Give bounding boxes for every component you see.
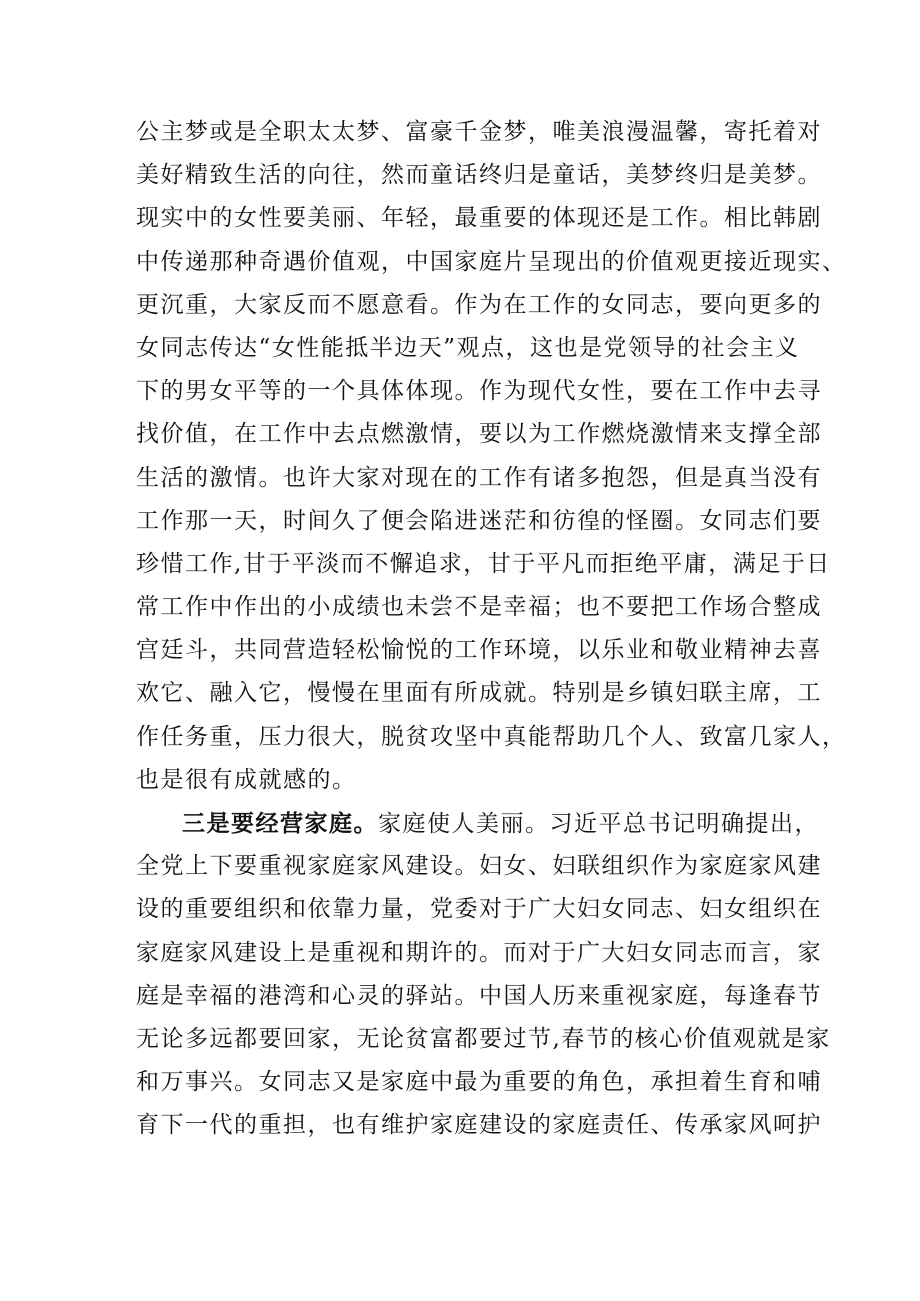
- text-line: 工作那一天，时间久了便会陷进迷茫和彷徨的怪圈。女同志们要: [136, 507, 822, 534]
- text-line: 美好精致生活的向往，然而童话终归是童话，美梦终归是美梦。: [136, 162, 822, 189]
- text-line: 设的重要组织和依靠力量，党委对于广大妇女同志、妇女组织在: [136, 896, 822, 923]
- text-line: 公主梦或是全职太太梦、富豪千金梦，唯美浪漫温馨，寄托着对: [136, 119, 822, 145]
- text-line: 珍惜工作,甘于平淡而不懈追求，甘于平凡而拒绝平庸，满足于日: [136, 550, 831, 577]
- text-line: 宫廷斗，共同营造轻松愉悦的工作环境，以乐业和敬业精神去喜: [136, 637, 822, 664]
- text-line: 生活的激情。也许大家对现在的工作有诸多抱怨，但是真当没有: [136, 464, 822, 491]
- text-line: 下的男女平等的一个具体体现。作为现代女性，要在工作中去寻: [136, 378, 822, 405]
- text-line: 也是很有成就感的。: [136, 766, 357, 793]
- paragraph-family: [136, 802, 831, 1148]
- text-line: 更沉重，大家反而不愿意看。作为在工作的女同志，要向更多的: [136, 291, 822, 318]
- text-line: 作任务重，压力很大，脱贫攻坚中真能帮助几个人、致富几家人，: [136, 723, 847, 750]
- body-text: [136, 111, 847, 1148]
- text-line: 无论多远都要回家，无论贫富都要过节,春节的核心价值观就是家: [136, 1025, 831, 1052]
- text-line: 中传递那种奇遇价值观，中国家庭片呈现出的价值观更接近现实、: [136, 248, 847, 275]
- paragraph-first-line: [136, 802, 819, 845]
- text-line: 找价值，在工作中去点燃激情，要以为工作燃烧激情来支撑全部: [136, 421, 822, 448]
- section-heading: 三是要经营家庭。: [182, 810, 378, 837]
- text-line: 庭是幸福的港湾和心灵的驿站。中国人历来重视家庭，每逢春节: [136, 982, 822, 1009]
- text-line: 欢它、融入它，慢慢在里面有所成就。特别是乡镇妇联主席，工: [136, 680, 822, 707]
- text-line: 女同志传达“女性能抵半边天”观点，这也是党领导的社会主义: [136, 334, 800, 361]
- text-line: 家庭家风建设上是重视和期许的。而对于广大妇女同志而言，家: [136, 939, 822, 966]
- text-line: 和万事兴。女同志又是家庭中最为重要的角色，承担着生育和哺: [136, 1069, 822, 1096]
- text-run: 家庭使人美丽。习近平总书记明确提出，: [378, 811, 819, 837]
- text-line: 常工作中作出的小成绩也未尝不是幸福；也不要把工作场合整成: [136, 594, 822, 621]
- text-line: 现实中的女性要美丽、年轻，最重要的体现还是工作。相比韩剧: [136, 205, 822, 232]
- text-line: 育下一代的重担，也有维护家庭建设的家庭责任、传承家风呵护: [136, 1112, 822, 1139]
- text-line: 全党上下要重视家庭家风建设。妇女、妇联组织作为家庭家风建: [136, 853, 822, 880]
- paragraph-work: [136, 111, 847, 802]
